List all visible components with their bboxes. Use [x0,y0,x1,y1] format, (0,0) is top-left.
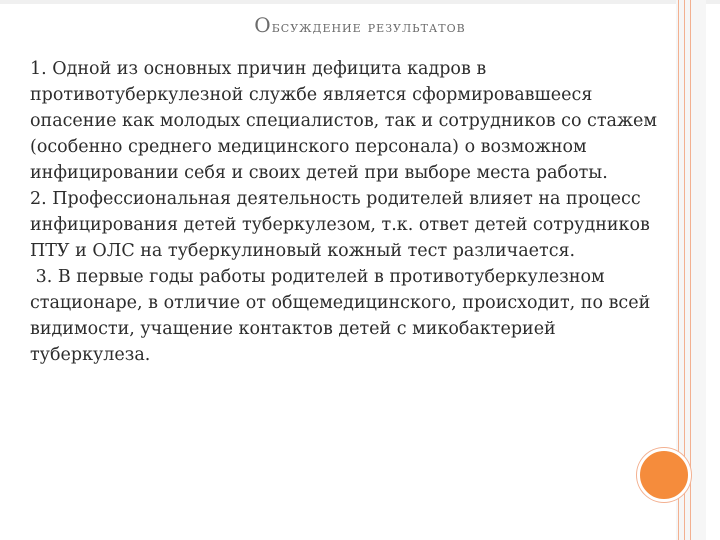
decorative-circle-icon [637,448,691,502]
paragraph-2: 2. Профессиональная деятельность родителей влияет на процесс инфицирования детей туберкулезом, т.к. ответ детей сотрудников ПТУ и ОЛС на туберкулиновый кожный тест различается. [30,189,650,261]
paragraph-3: 3. В первые годы работы родителей в противотуберкулезном стационаре, в отличие от общемедицинского, происходит, по всей видимости, учащение контактов детей с микобактерией туберкулеза. [30,267,656,365]
paragraph-1: 1. Одной из основных причин дефицита кадров в противотуберкулезной службе является сформировавшееся опасение как молодых специалистов, так и сотрудников со стажем (особенно среднего медицинского персонала) о возможном инфицировании себя и своих детей при выборе места работы. [30,59,658,183]
slide-title-initial: О [254,13,272,37]
top-divider [0,0,720,4]
slide-title [0,13,720,37]
slide-title-rest: бсуждение результатов [271,17,466,36]
slide-body [30,56,670,368]
right-decor-line [690,0,691,540]
